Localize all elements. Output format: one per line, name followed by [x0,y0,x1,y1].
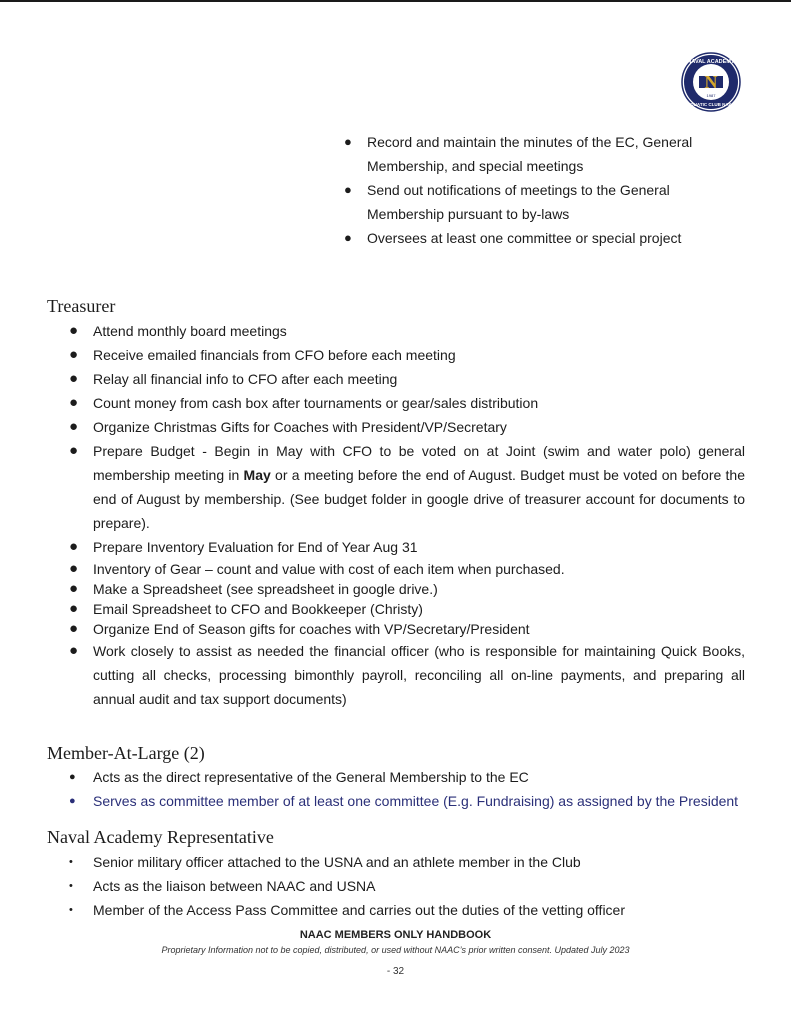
list-item: ● Prepare Budget - Begin in May with CFO to be voted on at Joint (swim and water polo) general membership meeting in May or a meeting before the end of August. Budget must be voted on before the end of August by membership. (See budget folder in google drive of treasurer account for documents to prepare). [69,439,745,535]
list-item: • Senior military officer attached to the USNA and an athlete member in the Club [69,850,745,874]
page-number: - 32 [386,966,405,977]
bullet-icon: ● [69,620,79,637]
secretary-duties-list [344,130,744,250]
bullet-icon: • [69,904,73,916]
bullet-icon: ● [69,580,79,597]
list-item: ● Relay all financial info to CFO after each meeting [69,367,745,391]
list-item: ● Oversees at least one committee or special project [344,226,744,250]
list-item: ● Prepare Inventory Evaluation for End of Year Aug 31 [69,535,745,559]
treasurer-heading: Treasurer [47,296,116,316]
list-item: ● Inventory of Gear – count and value with cost of each item when purchased. [69,560,565,577]
logo-monogram: N [704,72,718,92]
bullet-icon: ● [69,600,79,617]
list-item: ● Make a Spreadsheet (see spreadsheet in google drive.) [69,580,438,597]
bullet-icon: • [69,856,73,868]
bullet-icon: ● [344,134,352,149]
list-item: • Member of the Access Pass Committee and carries out the duties of the vetting officer [69,898,745,922]
logo-year: 1987 [706,93,716,98]
bullet-icon: ● [69,370,79,387]
bullet-icon: ● [69,771,76,783]
bullet-icon: ● [69,538,79,555]
bullet-icon: ● [69,560,79,577]
list-item: ● Attend monthly board meetings [69,319,745,343]
list-item: ● Organize Christmas Gifts for Coaches with President/VP/Secretary [69,415,745,439]
bullet-icon: ● [69,418,79,435]
list-item: ● Record and maintain the minutes of the EC, General Membership, and special meetings [344,130,744,178]
member-at-large-duties-list [69,765,745,813]
top-border [0,0,791,2]
naval-academy-rep-duties-list [69,850,745,922]
list-item: ● Count money from cash box after tournaments or gear/sales distribution [69,391,745,415]
naac-logo [681,52,741,112]
bullet-icon: • [69,880,73,892]
bold-month: May [243,467,271,483]
member-at-large-heading: Member-At-Large (2) [47,743,205,763]
bullet-icon: ● [69,394,79,411]
list-item: ● Send out notifications of meetings to the General Membership pursuant to by-laws [344,178,744,226]
treasurer-duties-list [69,319,745,711]
footer-title: NAAC MEMBERS ONLY HANDBOOK [299,929,492,941]
list-item: ● Email Spreadsheet to CFO and Bookkeeper (Christy) [69,600,423,617]
list-item: • Acts as the liaison between NAAC and USNA [69,874,745,898]
bullet-icon: ● [69,795,76,807]
list-item: ● Organize End of Season gifts for coaches with VP/Secretary/President [69,620,530,637]
list-item: ● Acts as the direct representative of the General Membership to the EC [69,765,745,789]
bullet-icon: ● [69,322,79,339]
naval-academy-rep-heading: Naval Academy Representative [47,827,274,847]
bullet-icon: ● [344,230,352,245]
logo-bottom-text: AQUATIC CLUB NAAC [686,102,736,107]
list-item: ● Work closely to assist as needed the financial officer (who is responsible for maintaining Quick Books, cutting all checks, processing bimonthly payroll, reconciling all on-line payments, and preparing all annual audit and tax support documents) [69,639,745,711]
logo-top-text: NAVAL ACADEMY [687,59,735,65]
list-item: ● Receive emailed financials from CFO before each meeting [69,343,745,367]
bullet-icon: ● [344,182,352,197]
bullet-icon: ● [69,642,79,659]
list-item: ● Serves as committee member of at least one committee (E.g. Fundraising) as assigned by the President [69,789,745,813]
bullet-icon: ● [69,442,79,459]
footer-notice: Proprietary Information not to be copied, distributed, or used without NAAC’s prior written consent. Updated July 2023 [161,945,630,955]
bullet-icon: ● [69,346,79,363]
